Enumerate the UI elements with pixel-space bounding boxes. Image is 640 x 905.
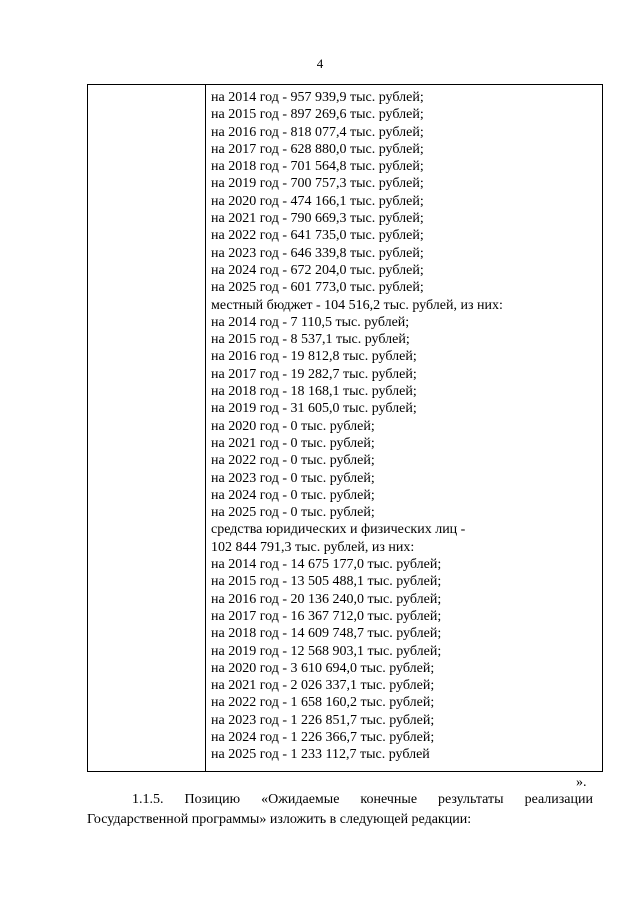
funding-line: на 2016 год - 818 077,4 тыс. рублей;	[211, 124, 424, 140]
funding-line: на 2017 год - 19 282,7 тыс. рублей;	[211, 366, 417, 382]
funding-lines	[211, 89, 602, 764]
funding-line: на 2021 год - 790 669,3 тыс. рублей;	[211, 211, 424, 227]
closing-quote: ».	[576, 775, 587, 790]
funding-line: на 2014 год - 7 110,5 тыс. рублей;	[211, 314, 410, 330]
funding-line: на 2023 год - 0 тыс. рублей;	[211, 470, 375, 486]
table-row	[88, 85, 603, 772]
funding-line: на 2017 год - 16 367 712,0 тыс. рублей;	[211, 608, 442, 624]
funding-line: на 2017 год - 628 880,0 тыс. рублей;	[211, 141, 424, 157]
funding-line: на 2024 год - 1 226 366,7 тыс. рублей;	[211, 729, 435, 745]
funding-line: на 2020 год - 474 166,1 тыс. рублей;	[211, 193, 424, 209]
table-left-cell	[88, 85, 206, 772]
funding-line: на 2025 год - 1 233 112,7 тыс. рублей	[211, 747, 430, 763]
funding-line: на 2024 год - 0 тыс. рублей;	[211, 487, 375, 503]
funding-line: на 2022 год - 641 735,0 тыс. рублей;	[211, 228, 424, 244]
funding-line: на 2023 год - 1 226 851,7 тыс. рублей;	[211, 712, 435, 728]
funding-line: на 2020 год - 3 610 694,0 тыс. рублей;	[211, 660, 435, 676]
funding-line: на 2016 год - 19 812,8 тыс. рублей;	[211, 349, 417, 365]
funding-line: на 2023 год - 646 339,8 тыс. рублей;	[211, 245, 424, 261]
funding-line: на 2022 год - 0 тыс. рублей;	[211, 453, 375, 469]
funding-line: на 2022 год - 1 658 160,2 тыс. рублей;	[211, 695, 435, 711]
funding-line: на 2014 год - 957 939,9 тыс. рублей;	[211, 90, 424, 105]
funding-line: на 2018 год - 18 168,1 тыс. рублей;	[211, 384, 417, 400]
page-number: 4	[316, 56, 324, 71]
funding-line: на 2019 год - 700 757,3 тыс. рублей;	[211, 176, 424, 192]
funding-line: средства юридических и физических лиц -	[211, 522, 466, 538]
funding-line: на 2015 год - 8 537,1 тыс. рублей;	[211, 332, 410, 348]
table-right-cell	[206, 85, 603, 772]
funding-line: на 2018 год - 701 564,8 тыс. рублей;	[211, 159, 424, 175]
funding-line: на 2019 год - 31 605,0 тыс. рублей;	[211, 401, 417, 417]
funding-line: на 2018 год - 14 609 748,7 тыс. рублей;	[211, 626, 442, 642]
funding-line: на 2016 год - 20 136 240,0 тыс. рублей;	[211, 591, 442, 607]
amendment-paragraph	[87, 790, 593, 830]
funding-line: местный бюджет - 104 516,2 тыс. рублей, из них:	[211, 297, 503, 313]
funding-line: на 2021 год - 0 тыс. рублей;	[211, 435, 375, 451]
funding-line: на 2021 год - 2 026 337,1 тыс. рублей;	[211, 678, 435, 694]
funding-line: 102 844 791,3 тыс. рублей, из них:	[211, 539, 415, 555]
funding-line: на 2014 год - 14 675 177,0 тыс. рублей;	[211, 557, 442, 573]
funding-line: на 2015 год - 897 269,6 тыс. рублей;	[211, 107, 424, 123]
funding-line: на 2024 год - 672 204,0 тыс. рублей;	[211, 262, 424, 278]
funding-table	[87, 84, 603, 772]
funding-line: на 2025 год - 0 тыс. рублей;	[211, 505, 375, 521]
paragraph-line: Государственной программы» изложить в следующей редакции:	[87, 812, 472, 827]
paragraph-line: 1.1.5. Позицию «Ожидаемые конечные результаты реализации	[132, 792, 593, 807]
funding-line: на 2019 год - 12 568 903,1 тыс. рублей;	[211, 643, 442, 659]
funding-line: на 2025 год - 601 773,0 тыс. рублей;	[211, 280, 424, 296]
funding-line: на 2015 год - 13 505 488,1 тыс. рублей;	[211, 574, 442, 590]
funding-line: на 2020 год - 0 тыс. рублей;	[211, 418, 375, 434]
